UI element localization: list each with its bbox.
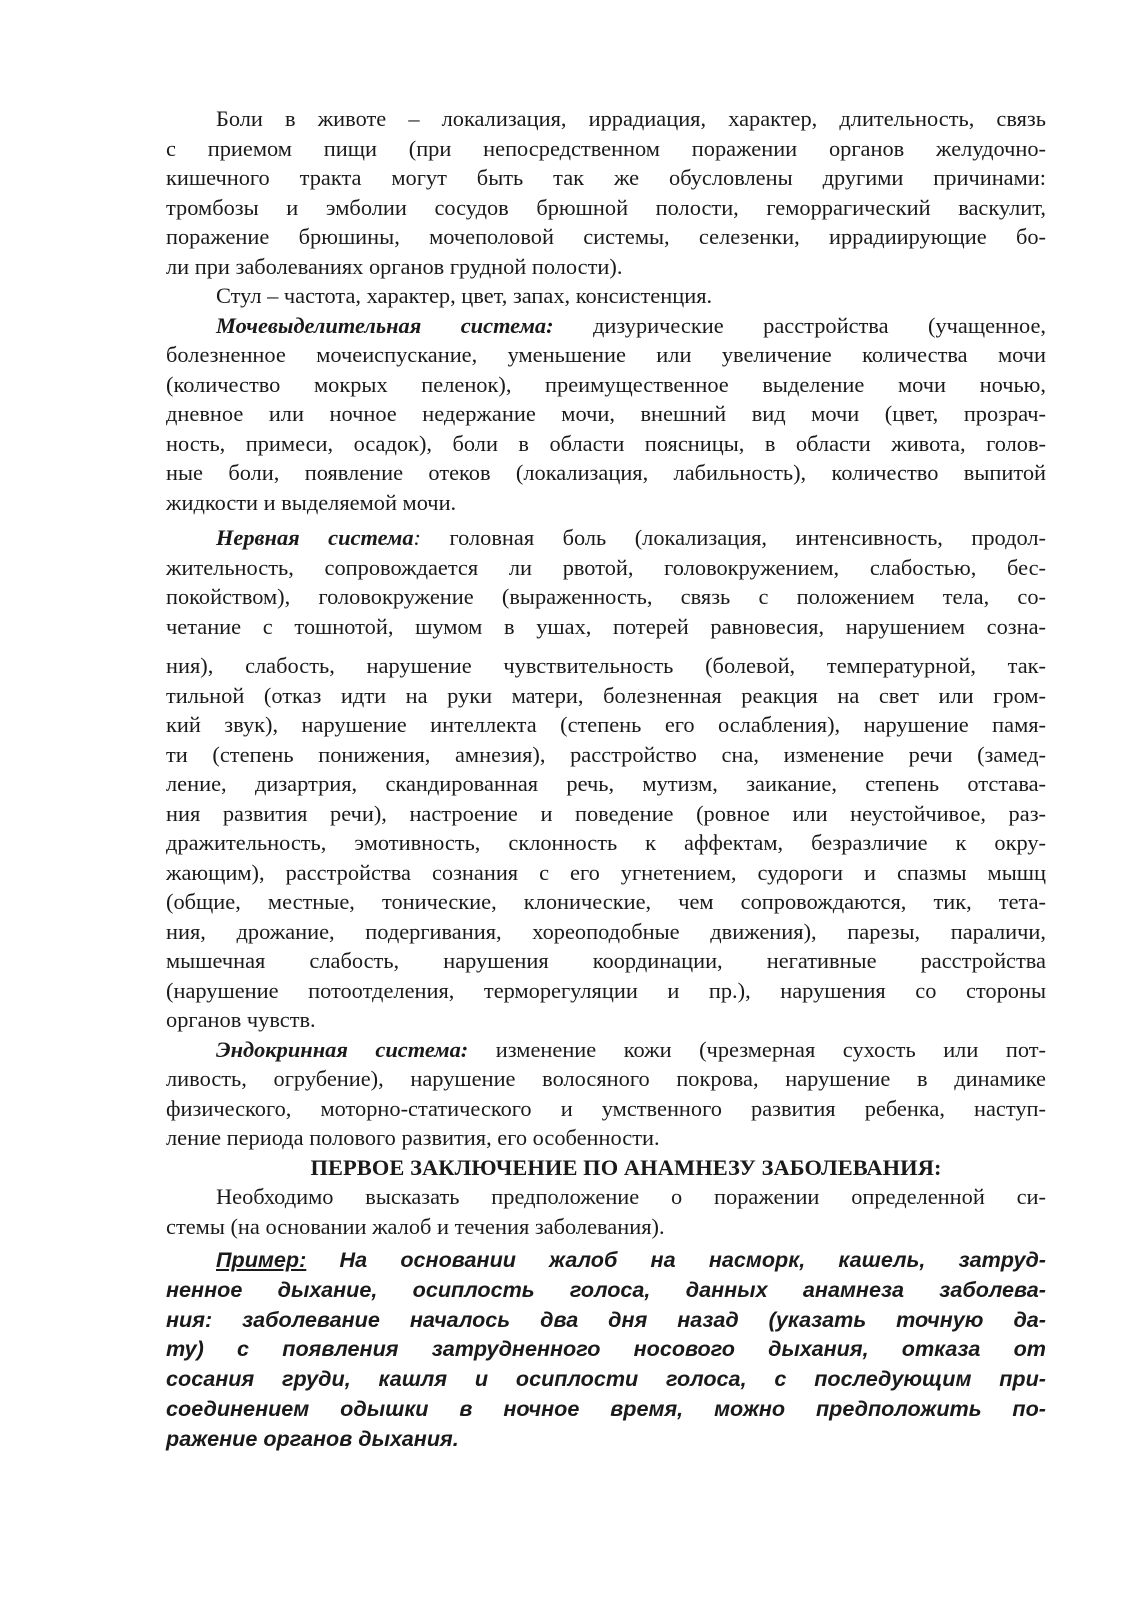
- nervous-system-heading-colon: :: [413, 525, 421, 550]
- text-line: болезненное мочеиспускание, уменьшение или увеличение количества мочи: [166, 342, 1046, 367]
- text-line: ли при заболеваниях органов грудной полости).: [166, 253, 623, 279]
- text-line: ти (степень понижения, амнезия), расстройство сна, изменение речи (замед-: [166, 741, 1046, 767]
- text-line: Боли в животе – локализация, иррадиация, характер, длительность, связь: [216, 106, 1046, 131]
- text-line: ния: заболевание началось два дня назад (указать точную да-: [166, 1306, 1046, 1332]
- text-line: ражение органов дыхания.: [166, 1425, 459, 1451]
- text-line: мышечная слабость, нарушения координации, негативные расстройства: [166, 948, 1046, 973]
- example-label: Пример:: [216, 1247, 307, 1272]
- text-line: ния), слабость, нарушение чувствительность (болевой, температурной, так-: [166, 653, 1046, 678]
- paragraph-example: [166, 1245, 1046, 1454]
- text-line: дневное или ночное недержание мочи, внешний вид мочи (цвет, прозрач-: [166, 401, 1046, 426]
- text-line: (нарушение потоотделения, терморегуляции и пр.), нарушения со стороны: [166, 977, 1046, 1003]
- paragraph-stool: [166, 281, 1046, 311]
- text-line: стемы (на основании жалоб и течения заболевания).: [166, 1213, 665, 1239]
- text-line: Стул – частота, характер, цвет, запах, консистенция.: [216, 283, 713, 308]
- paragraph-urinary-system: [166, 311, 1046, 518]
- section-title: ПЕРВОЕ ЗАКЛЮЧЕНИЕ ПО АНАМНЕЗУ ЗАБОЛЕВАНИЯ:: [310, 1154, 942, 1180]
- endocrine-system-first-line: изменение кожи (чрезмерная сухость или пот-: [468, 1036, 1046, 1062]
- text-line: поражение брюшины, мочеполовой системы, селезенки, иррадиирующие бо-: [166, 224, 1046, 249]
- text-line: ление, дизартрия, скандированная речь, мутизм, заикание, степень отстава-: [166, 771, 1046, 796]
- text-line: (общие, местные, тонические, клонические, чем сопровождаются, тик, тета-: [166, 889, 1046, 914]
- nervous-system-first-line: головная боль (локализация, интенсивность, продол-: [421, 525, 1046, 550]
- text-line: тильной (отказ идти на руки матери, болезненная реакция на свет или гром-: [166, 682, 1046, 708]
- urinary-system-heading: Мочевыделительная система:: [216, 312, 554, 338]
- text-line: ность, примеси, осадок), боли в области поясницы, в области живота, голов-: [166, 430, 1046, 456]
- text-line: [166, 1035, 1046, 1065]
- text-line: тромбозы и эмболии сосудов брюшной полости, геморрагический васкулит,: [166, 194, 1046, 220]
- text-line: жающим), расстройства сознания с его угнетением, судороги и спазмы мышц: [166, 859, 1046, 885]
- endocrine-system-heading: Эндокринная система:: [216, 1036, 469, 1062]
- urinary-system-first-line: дизурические расстройства (учащенное,: [553, 312, 1046, 338]
- text-line: покойством), головокружение (выраженность, связь с положением тела, со-: [166, 584, 1046, 609]
- text-line: [166, 311, 1046, 341]
- text-line: ливость, огрубение), нарушение волосяного покрова, нарушение в динамике: [166, 1066, 1046, 1091]
- paragraph-endocrine-system: [166, 1035, 1046, 1153]
- paragraph-section-intro: [166, 1182, 1046, 1241]
- text-line: жительность, сопровождается ли рвотой, головокружением, слабостью, бес-: [166, 554, 1046, 580]
- text-line: (количество мокрых пеленок), преимущественное выделение мочи ночью,: [166, 371, 1046, 397]
- text-line: ния, дрожание, подергивания, хореоподобные движения), парезы, параличи,: [166, 918, 1046, 944]
- text-line: органов чувств.: [166, 1007, 316, 1032]
- text-line: физического, моторно-статического и умственного развития ребенка, наступ-: [166, 1095, 1046, 1121]
- text-line: ление периода полового развития, его особенности.: [166, 1125, 660, 1150]
- paragraph-nervous-system: [166, 523, 1046, 1035]
- text-line: [166, 1245, 1046, 1275]
- text-line: соединением одышки в ночное время, можно предположить по-: [166, 1395, 1046, 1421]
- example-first-line: На основании жалоб на насморк, кашель, затруд-: [306, 1247, 1046, 1272]
- text-line: ненное дыхание, осиплость голоса, данных анамнеза заболева-: [166, 1276, 1046, 1302]
- text-line: [166, 523, 1046, 553]
- text-line: жидкости и выделяемой мочи.: [166, 489, 457, 515]
- text-line: Необходимо высказать предположение о поражении определенной си-: [216, 1184, 1046, 1209]
- nervous-system-heading: Нервная система: [216, 525, 414, 550]
- document-page: [166, 104, 1046, 1454]
- text-line: четание с тошнотой, шумом в ушах, потерей равновесия, нарушением созна-: [166, 613, 1046, 639]
- paragraph-abdominal-pain: [166, 104, 1046, 281]
- text-line: ные боли, появление отеков (локализация, лабильность), количество выпитой: [166, 460, 1046, 485]
- text-line: дражительность, эмотивность, склонность к аффектам, безразличие к окру-: [166, 830, 1046, 855]
- text-line: ту) с появления затрудненного носового дыхания, отказа от: [166, 1336, 1046, 1362]
- text-line: ния развития речи), настроение и поведение (ровное или неустойчивое, раз-: [166, 800, 1046, 826]
- text-line: кишечного тракта могут быть так же обусловлены другими причинами:: [166, 165, 1046, 190]
- text-line: кий звук), нарушение интеллекта (степень его ослабления), нарушение памя-: [166, 712, 1046, 737]
- text-line: с приемом пищи (при непосредственном поражении органов желудочно-: [166, 135, 1046, 161]
- text-line: сосания груди, кашля и осиплости голоса, с последующим при-: [166, 1366, 1046, 1392]
